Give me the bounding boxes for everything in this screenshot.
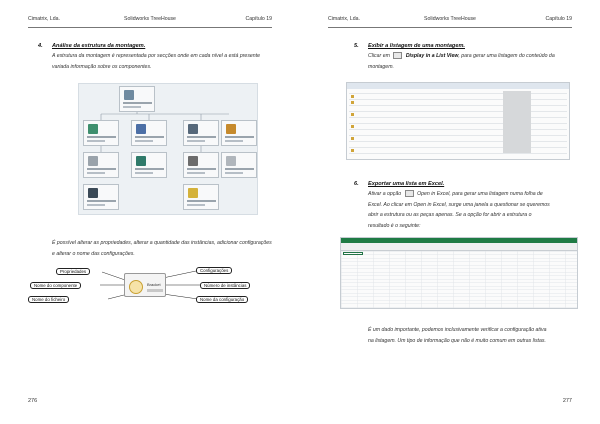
tree-node-part[interactable]: [183, 152, 219, 178]
section-5-number: 5.: [354, 43, 359, 49]
tree-node-part[interactable]: [221, 152, 257, 178]
section-6-line1-post: Open in Excel, para gerar uma listagem numa folha de: [417, 191, 543, 197]
closing-line1: É um dado importante, podemos inclusivamente verificar a configuração ativa: [368, 327, 547, 333]
callout-nome-ficheiro: Nome do ficheiro: [28, 296, 69, 303]
excel-ribbon: [341, 243, 577, 251]
excel-grid: [341, 251, 577, 308]
paragraph-properties: É possível alterar as propriedades, alterar a quantidade das instâncias, adicionar configurações e alterar o nome das configurações.: [52, 240, 272, 257]
list-view-icon: [393, 52, 402, 59]
section-6-title-text: Exportar uma lista em Excel.: [368, 181, 445, 187]
callout-configuracoes: Configurações: [196, 267, 232, 274]
section-5-line1-pre: Clicar em: [368, 53, 390, 59]
section-6-body: [368, 189, 582, 231]
tree-node-part[interactable]: [131, 152, 167, 178]
callout-nome-componente: Nome do componente: [30, 282, 81, 289]
tree-node-part[interactable]: [183, 120, 219, 146]
component-thumbnail: [129, 280, 143, 294]
header-rule: [28, 27, 272, 28]
right-page: [300, 0, 600, 424]
tree-node-part[interactable]: [131, 120, 167, 146]
list-view-screenshot: [346, 82, 570, 160]
section-6-line4: resultado é o seguinte:: [368, 222, 421, 229]
list-view-panel: [503, 91, 531, 153]
excel-selected-cell: [343, 252, 363, 255]
section-6-line3: abrir a estrutura ou as peças apenas. Se a opção for abrir a estrutura o: [368, 212, 532, 218]
page-number: 276: [28, 398, 38, 404]
section-5-body: [368, 51, 578, 72]
callout-diagram: [28, 265, 272, 305]
tree-node-part[interactable]: [83, 152, 119, 178]
callout-nome-configuracao: Nome da configuração: [196, 296, 248, 303]
page-header: [28, 16, 272, 26]
tree-node-root[interactable]: [119, 86, 155, 112]
tree-node-part[interactable]: [83, 184, 119, 210]
section-6-line1-pre: Ativar a opção: [368, 191, 402, 197]
display-list-view-label: Display in a List View: [405, 53, 459, 59]
tree-node-part[interactable]: [83, 120, 119, 146]
section-4-title-text: Análise da estrutura da montagem.: [52, 43, 146, 49]
section-5-title-text: Exibir a listagem de uma montagem.: [368, 43, 465, 49]
list-view-toolbar: [347, 83, 569, 89]
section-4-number: 4.: [38, 43, 43, 49]
tree-node-part[interactable]: [183, 184, 219, 210]
section-6-line2: Excel. Ao clicar em Open in Excel, surge uma janela a questionar se queremos: [368, 201, 550, 208]
header-title: Solidworks TreeHouse: [124, 16, 176, 22]
section-6-number: 6.: [354, 181, 359, 187]
tree-node-part[interactable]: [221, 120, 257, 146]
page-number: 277: [562, 398, 572, 404]
open-in-excel-icon: [405, 190, 414, 197]
component-dialog: [124, 273, 166, 297]
callout-propriedades: Propriedades: [56, 268, 90, 275]
section-4-body: A estrutura da montagem é representada por secções onde em cada nível a está presente variada informação sobre os componentes.: [52, 53, 261, 70]
header-title: Solidworks TreeHouse: [424, 16, 476, 22]
closing-line2: na listagem. Um tipo de informação que não é muito comum em outras listas.: [368, 337, 546, 344]
header-company: Cimatrix, Lda.: [328, 16, 360, 22]
section-5-line2: montagem.: [368, 63, 394, 70]
section-5-line1-post: , para gerar uma listagem do conteúdo da: [458, 53, 555, 59]
header-chapter: Capítulo 19: [545, 16, 572, 22]
header-company: Cimatrix, Lda.: [28, 16, 60, 22]
excel-screenshot: [340, 237, 578, 309]
callout-numero-instancias: Número de instâncias: [200, 282, 250, 289]
page-header: [328, 16, 572, 26]
closing-paragraph: [368, 325, 580, 346]
header-chapter: Capítulo 19: [245, 16, 272, 22]
header-rule: [328, 27, 572, 28]
section-5-title: [354, 43, 465, 49]
dialog-component-name: Bracket: [147, 282, 161, 287]
assembly-tree-figure: [78, 83, 258, 215]
section-6-title: [354, 181, 444, 187]
dialog-field: [147, 289, 163, 292]
section-4-title: [38, 43, 145, 49]
